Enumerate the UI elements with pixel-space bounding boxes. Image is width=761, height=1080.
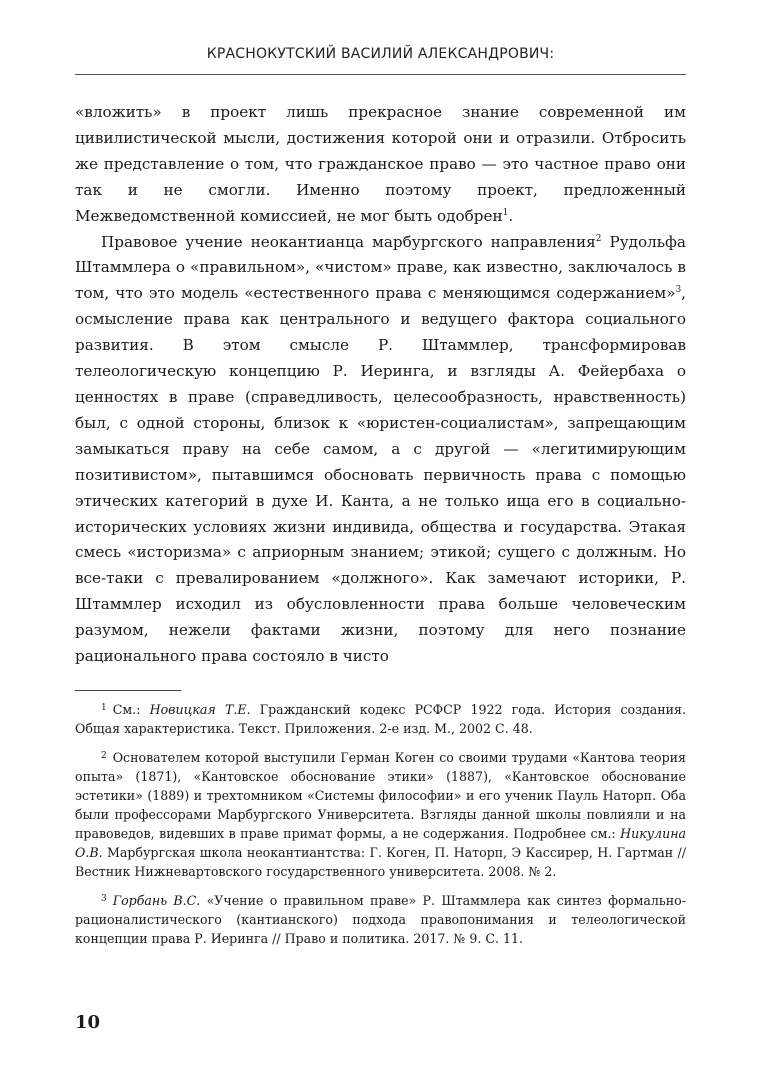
footnotes bbox=[75, 700, 686, 958]
footnote-ref-3[interactable]: 3 bbox=[675, 285, 682, 296]
footnote-3-author: Горбань В.С. bbox=[112, 893, 201, 908]
footnote-2-number: 2 bbox=[101, 751, 107, 761]
paragraph-2-part-c: , осмысление права как центрального и ведущего фактора социального развития. В этом смысле Р. Штаммлер, трансформировав телеологическую концепцию Р. Иеринга, и взгляды А. Фейербаха о ценностях в праве (справедливость, целесообразность, нравственность) был, с одной стороны, близок к «юристен-социалистам», запрещающим замыкаться праву на себе самом, а с другой — «легитимирующим позитивистом», пытавшимся обосновать первичность права с помощью этических категорий в духе И. Канта, а не только ища его в социально-исторических условиях жизни индивида, общества и государства. Этакая смесь «историзма» с априорным знанием; этикой; сущего с должным. Но все-таки с превалированием «должного». Как замечают историки, Р. Штаммлер исходил из обусловленности права больше человеческим разумом, нежели фактами жизни, поэтому для него познание рационального права состояло в чисто bbox=[75, 284, 686, 666]
paragraph-1-end: . bbox=[508, 206, 514, 225]
paragraph-2-part-b: Рудольфа Штаммлера о «правильном», «чистом» праве, как известно, заключалось в том, что это модель «естественного права с меняющимся содержанием» bbox=[75, 232, 686, 303]
footnote-rule bbox=[75, 690, 181, 691]
paragraph-2-part-a: Правовое учение неокантианца марбургского направления bbox=[101, 232, 596, 251]
running-head: КРАСНОКУТСКИЙ ВАСИЛИЙ АЛЕКСАНДРОВИЧ: bbox=[206, 46, 555, 62]
footnote-ref-1[interactable]: 1 bbox=[502, 207, 509, 218]
footnote-3-number: 3 bbox=[101, 894, 107, 904]
main-text bbox=[75, 100, 686, 670]
footnote-1-text: Гражданский кодекс РСФСР 1922 года. История создания. Общая характеристика. Текст. Приложения. 2-е изд. М., 2002 С. 48. bbox=[75, 702, 686, 736]
footnote-1-lead: См.: bbox=[112, 702, 150, 717]
header-rule bbox=[75, 74, 686, 75]
footnote-1 bbox=[75, 700, 686, 738]
footnote-3-text: «Учение о правильном праве» Р. Штаммлера как синтез формально-рационалистического (кантианского) подхода правопонимания и телеологической концепции права Р. Иеринга // Право и политика. 2017. № 9. С. 11. bbox=[75, 893, 687, 946]
footnote-1-author: Новицкая Т.Е. bbox=[149, 702, 251, 717]
footnote-2 bbox=[75, 748, 686, 881]
page-number: 10 bbox=[75, 1012, 101, 1033]
footnote-2-text: Основателем которой выступили Герман Коген со своими трудами «Кантова теория опыта» (1871), «Кантовское обоснование этики» (1887), «Кантовское обоснование эстетики» (1889) и трехтомником «Системы философии» и его ученик Пауль Наторп. Оба были профессорами Марбургского Университета. Взгляды данной школы повлияли и на правоведов, видевших в праве примат формы, а не содержания. Подробнее см.: bbox=[75, 750, 686, 841]
footnote-3 bbox=[75, 891, 686, 948]
paragraph-2 bbox=[75, 230, 686, 670]
footnote-ref-2[interactable]: 2 bbox=[595, 233, 602, 244]
paragraph-1 bbox=[75, 100, 686, 230]
footnote-2-author: Никулина О.В. bbox=[75, 826, 686, 860]
footnote-1-number: 1 bbox=[101, 703, 107, 713]
paragraph-1-text: «вложить» в проект лишь прекрасное знание современной им цивилистической мысли, достижения которой они и отразили. Отбросить же представление о том, что гражданское право — это частное право они так и не смогли. Именно поэтому проект, предложенный Межведомственной комиссией, не мог быть одобрен bbox=[75, 103, 686, 225]
footnote-2-text-continued: Марбургская школа неокантиантства: Г. Коген, П. Наторп, Э Кассирер, Н. Гартман // Вестник Нижневартовского государственного университета. 2008. № 2. bbox=[75, 845, 686, 879]
